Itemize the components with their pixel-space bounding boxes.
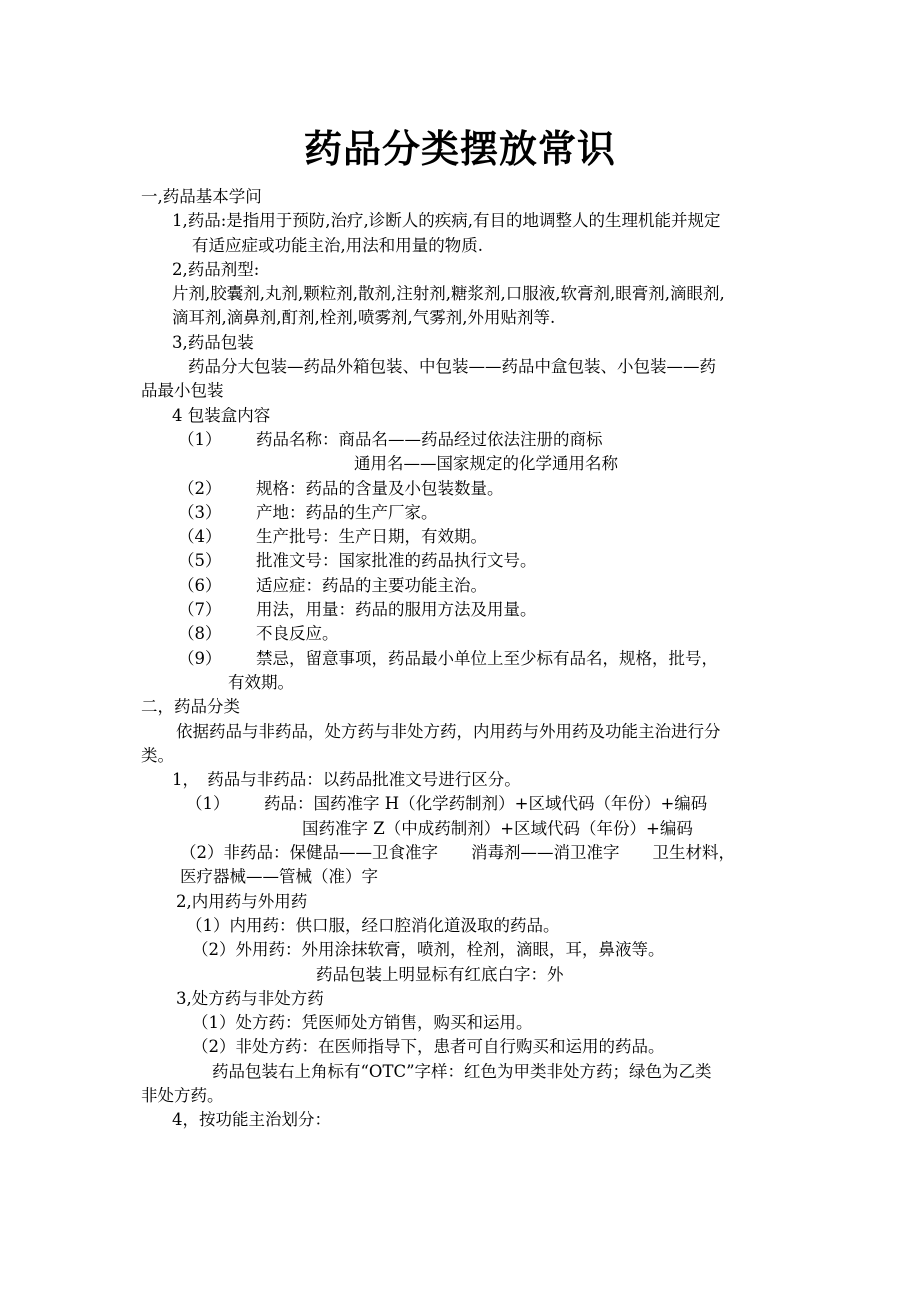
line-text: （2）非药品：保健品——卫食准字 消毒剂——消卫准字 卫生材料，: [180, 843, 735, 863]
line-text: 3,药品包装: [172, 332, 254, 352]
section-heading: [0, 695, 920, 719]
item-number: （1）: [186, 794, 230, 814]
line-text: （1）内用药：供口服，经口腔消化道汲取的药品。: [186, 915, 560, 935]
item-number: （9）: [178, 648, 222, 668]
line-text: 一,药品基本学问: [141, 187, 262, 206]
item-text: 生产批号：生产日期，有效期。: [256, 527, 487, 547]
text-line: [0, 720, 920, 744]
line-text: 3,处方药与非处方药: [176, 988, 324, 1008]
text-line: [0, 890, 920, 914]
text-line: [0, 404, 920, 428]
item-text: 用法，用量：药品的服用方法及用量。: [256, 600, 537, 620]
text-line: [0, 209, 920, 233]
list-item: [0, 525, 920, 549]
item-text: 药品：国药准字 H（化学药制剂）+区域代码（年份）+编码: [264, 794, 708, 814]
list-item: [0, 792, 920, 816]
list-item: [0, 549, 920, 573]
item-text: 批准文号：国家批准的药品执行文号。: [256, 551, 537, 571]
item-number: （7）: [178, 600, 222, 620]
text-line: [0, 282, 920, 306]
list-item: [0, 477, 920, 501]
list-item: [0, 622, 920, 646]
text-line: [0, 963, 920, 987]
document-body: [0, 185, 920, 1133]
item-text: 适应症：药品的主要功能主治。: [256, 575, 487, 595]
item-text: 规格：药品的含量及小包装数量。: [256, 478, 504, 498]
text-line: [0, 938, 920, 962]
item-number: （8）: [178, 624, 222, 644]
line-text: 药品包装右上角标有“OTC”字样：红色为甲类非处方药；绿色为乙类: [212, 1061, 712, 1081]
text-line: [0, 379, 920, 403]
line-text: （2）外用药：外用涂抹软膏，喷剂，栓剂，滴眼，耳，鼻液等。: [192, 940, 665, 960]
line-text: 片剂,胶囊剂,丸剂,颗粒剂,散剂,注射剂,糖浆剂,口服液,软膏剂,眼膏剂,滴眼剂,: [172, 284, 725, 304]
section-heading: [0, 185, 920, 209]
line-text: 2,内用药与外用药: [176, 891, 308, 911]
line-text: 医疗器械——管械（准）字: [180, 867, 378, 887]
list-item: [0, 598, 920, 622]
text-line: [0, 841, 920, 865]
text-line: [0, 1011, 920, 1035]
item-number: （5）: [178, 551, 222, 571]
line-text: 品最小包装: [141, 381, 224, 401]
text-line: [0, 817, 920, 841]
text-line: [0, 671, 920, 695]
document-title: 药品分类摆放常识: [303, 127, 616, 171]
text-line: [0, 234, 920, 258]
line-text: 有效期。: [228, 672, 294, 692]
text-line: [0, 914, 920, 938]
text-line: [0, 768, 920, 792]
line-text: 依据药品与非药品，处方药与非处方药，内用药与外用药及功能主治进行分: [176, 721, 721, 741]
text-line: [0, 1060, 920, 1084]
item-text: 药品名称：商品名——药品经过依法注册的商标: [256, 429, 603, 449]
line-text: （1）处方药：凭医师处方销售，购买和运用。: [192, 1013, 533, 1033]
item-number: （4）: [178, 527, 222, 547]
list-item: [0, 647, 920, 671]
text-line: [0, 355, 920, 379]
item-text: 不良反应。: [256, 624, 339, 644]
text-line: [0, 331, 920, 355]
text-line: [0, 1035, 920, 1059]
item-text: 禁忌，留意事项，药品最小单位上至少标有品名，规格，批号，: [256, 648, 718, 668]
text-line: [0, 744, 920, 768]
text-line: [0, 452, 920, 476]
text-line: [0, 258, 920, 282]
line-text: 非处方药。: [141, 1085, 224, 1105]
line-text: 类。: [141, 745, 174, 765]
item-number: （2）: [178, 478, 222, 498]
item-number: （6）: [178, 575, 222, 595]
line-text: 药品分大包装—药品外箱包装、中包装——药品中盒包装、小包装——药: [188, 357, 716, 377]
line-text: 有适应症或功能主治,用法和用量的物质.: [192, 235, 483, 255]
text-line: [0, 306, 920, 330]
line-text: 药品包装上明显标有红底白字：外: [316, 964, 564, 984]
line-text: （2）非处方药：在医师指导下，患者可自行购买和运用的药品。: [192, 1037, 665, 1057]
item-text: 产地：药品的生产厂家。: [256, 502, 438, 522]
item-number: （1）: [178, 429, 222, 449]
text-line: [0, 1108, 920, 1132]
line-text: 1， 药品与非药品：以药品批准文号进行区分。: [172, 770, 521, 790]
line-text: 2,药品剂型:: [172, 259, 260, 279]
line-text: 4 包装盒内容: [172, 405, 271, 425]
text-line: [0, 1084, 920, 1108]
line-text: 1,药品:是指用于预防,治疗,诊断人的疾病,有目的地调整人的生理机能并规定: [172, 211, 721, 231]
line-text: 二，药品分类: [141, 697, 240, 717]
list-item: [0, 501, 920, 525]
line-text: 通用名——国家规定的化学通用名称: [354, 454, 618, 474]
line-text: 4，按功能主治划分：: [172, 1110, 331, 1130]
item-number: （3）: [178, 502, 222, 522]
list-item: [0, 574, 920, 598]
list-item: [0, 428, 920, 452]
line-text: 滴耳剂,滴鼻剂,酊剂,栓剂,喷雾剂,气雾剂,外用贴剂等.: [172, 308, 556, 328]
text-line: [0, 865, 920, 889]
line-text: 国药准字 Z（中成药制剂）+区域代码（年份）+编码: [302, 818, 693, 838]
text-line: [0, 987, 920, 1011]
